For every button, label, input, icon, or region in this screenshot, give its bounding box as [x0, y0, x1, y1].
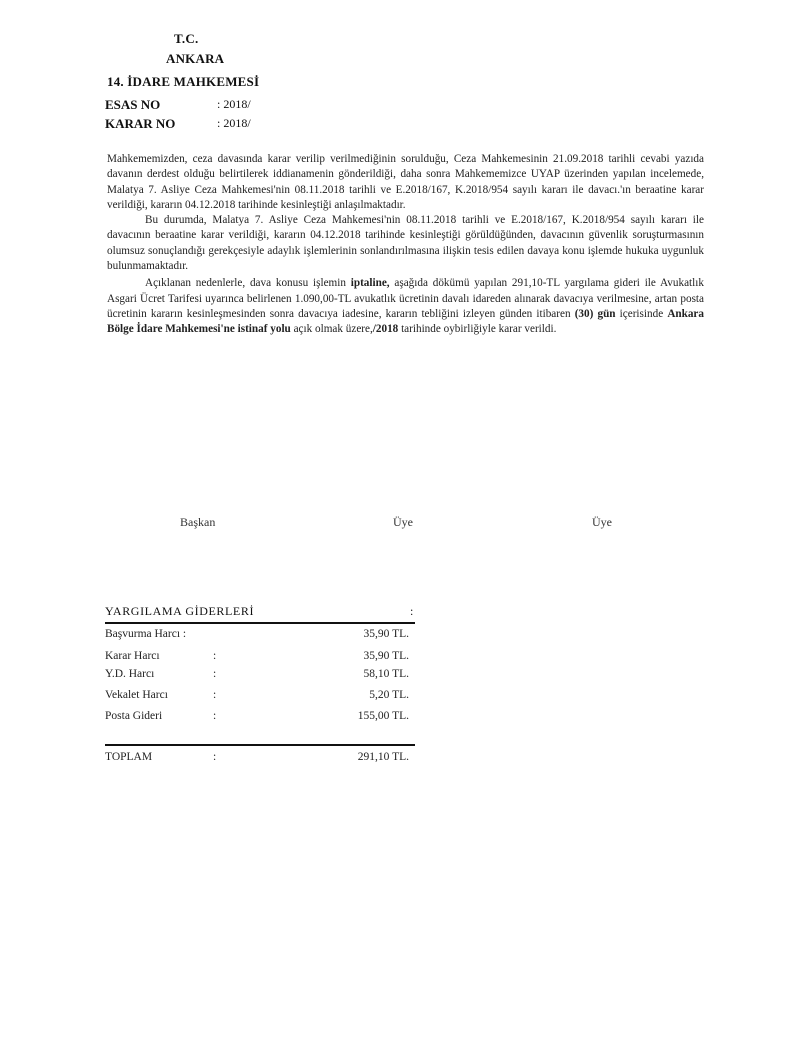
- cost-amount: 58,10 TL.: [363, 668, 409, 680]
- header-court: 14. İDARE MAHKEMESİ: [107, 74, 260, 89]
- cost-amount: 155,00 TL.: [357, 710, 409, 722]
- total-label: TOPLAM: [105, 751, 153, 763]
- esas-label: ESAS NO: [105, 97, 161, 112]
- cost-label: Vekalet Harcı: [105, 689, 168, 701]
- p3-iptal: iptaline,: [350, 277, 390, 290]
- costs-top-rule: [105, 622, 415, 624]
- paragraph-3: [107, 276, 704, 337]
- paragraph-1: Mahkememizden, ceza davasında karar verilip verilmediğinin sorulduğu, Ceza Mahkemesinin 21.09.2018 tarihli cevabi yazıda davanın derdest olduğu belirtilerek iddianamenin gönderildiği, daha sonra Mahkememizce UYAP üzerinden yapılan incelemede, Malatya 7. Asliye Ceza Mahkemesi'nin 08.11.2018 tarihli ve E.2018/167, K.2018/954 sayılı kararı ile davacı.'ın beraatine karar verildiği, kararın 04.12.2018 tarihinde kesinleştiği anlaşılmaktadır.: [107, 153, 704, 211]
- cost-row: [105, 668, 415, 684]
- signature-member-1: Üye: [393, 515, 413, 529]
- cost-amount: 35,90 TL.: [363, 650, 409, 662]
- decision-body: [107, 152, 704, 338]
- cost-row: [105, 710, 415, 726]
- cost-label: Posta Gideri: [105, 710, 163, 722]
- paragraph-2: Bu durumda, Malatya 7. Asliye Ceza Mahkemesi'nin 08.11.2018 tarihli ve E.2018/167, K.2018/954 sayılı kararı ile davacının beraatine karar verildiği, kararın 04.12.2018 tarihinde kesinleştiği görüldüğünden, davacının güvenlik soruşturmasının olumsuz sonuçlandığı gerekçesiyle adaylık işlemlerinin sonlandırılmasına ilişkin tesis edilen davaya konu işlemde hukuka uygunluk bulunmamaktadır.: [107, 214, 704, 273]
- karar-value: : 2018/: [217, 116, 251, 130]
- p3-text-c: aşağıda dökümü yapılan 291,10-TL yargılama gideri ile Avukatlık Asgari Ücret Tarifesi uyarınca belirlenen 1.090,00-TL avukatlık ücretinin davalı idareden alınarak davacıya verilmesine, artan posta ücretinin kararın kesinleşmesinden sonra davacıya iadesine, kararın tebliğini izleyen günden itibaren: [107, 277, 704, 320]
- header-country: T.C.: [174, 31, 199, 46]
- p3-date: /2018: [372, 323, 399, 336]
- signature-chair: Başkan: [180, 515, 216, 529]
- p3-text-i: tarihinde oybirliğiyle karar verildi.: [398, 323, 557, 336]
- cost-colon: :: [213, 710, 217, 722]
- total-colon: :: [213, 751, 217, 763]
- p3-sure: (30) gün: [574, 307, 616, 320]
- cost-label: Karar Harcı: [105, 650, 160, 662]
- cost-row: [105, 689, 415, 705]
- cost-total-row: [105, 751, 415, 767]
- cost-amount: 35,90 TL.: [363, 628, 409, 640]
- cost-label: Y.D. Harcı: [105, 668, 155, 680]
- p3-text-e: içerisinde: [615, 307, 668, 320]
- cost-row: [105, 628, 415, 644]
- cost-colon: :: [213, 650, 217, 662]
- header-city: ANKARA: [166, 51, 225, 66]
- cost-label: Başvurma Harcı :: [105, 628, 187, 640]
- total-amount: 291,10 TL.: [357, 751, 409, 763]
- cost-colon: :: [213, 668, 217, 680]
- cost-row: [105, 650, 415, 666]
- p3-istinaf: Ankara Bölge İdare Mahkemesi'ne istinaf yolu: [107, 307, 704, 336]
- karar-label: KARAR NO: [105, 116, 176, 131]
- costs-bottom-rule: [105, 744, 415, 746]
- cost-colon: :: [213, 689, 217, 701]
- cost-amount: 5,20 TL.: [369, 689, 409, 701]
- esas-value: : 2018/: [217, 97, 251, 111]
- costs-title: YARGILAMA GİDERLERİ: [105, 604, 255, 618]
- signature-member-2: Üye: [592, 515, 612, 529]
- p3-text-a: Açıklanan nedenlerle, dava konusu işlemin: [145, 277, 351, 290]
- costs-title-colon: :: [410, 604, 414, 618]
- p3-text-g: açık olmak üzere,: [290, 323, 373, 336]
